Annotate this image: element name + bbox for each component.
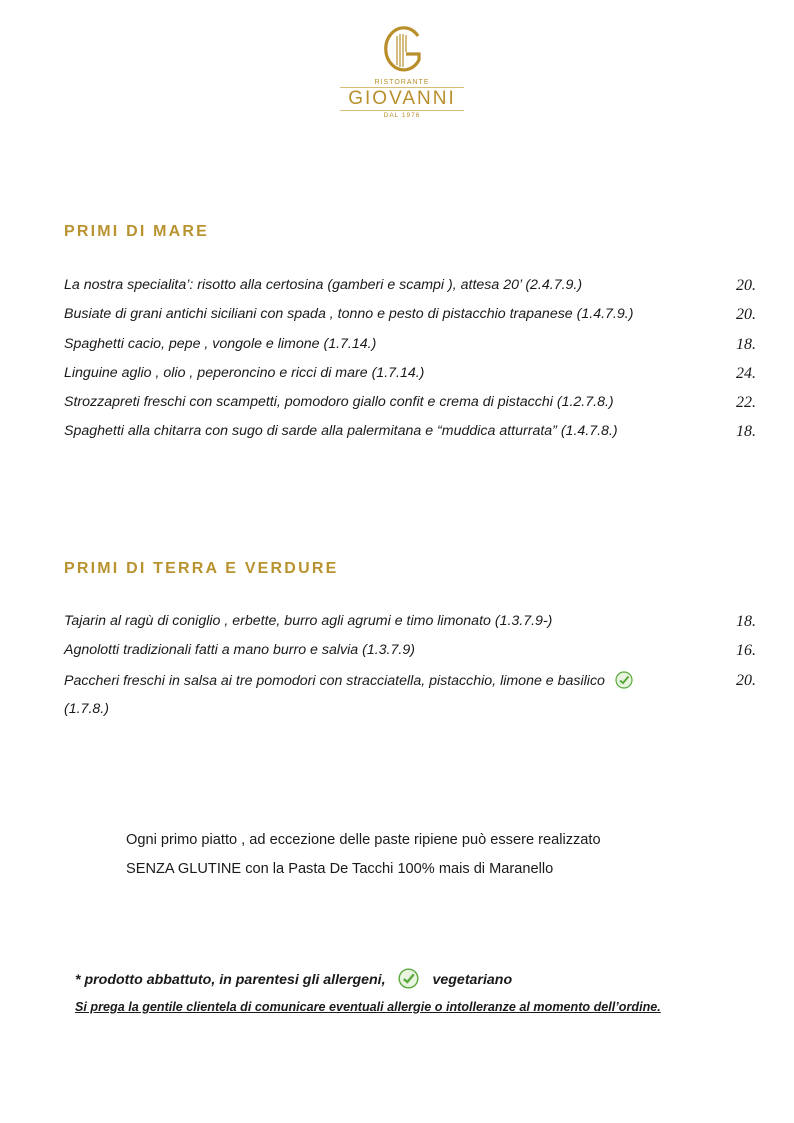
- dish-name-continued: (1.7.8.): [64, 700, 109, 717]
- dish-price: 18.: [736, 335, 756, 353]
- allergy-warning: Si prega la gentile clientela di comunicare eventuali allergie o intolleranze al momento dell’ordine.: [75, 1000, 661, 1014]
- dish-price: 20.: [736, 277, 756, 294]
- restaurant-logo: [337, 24, 467, 124]
- legend-vegetarian-label: vegetariano: [432, 972, 513, 988]
- menu-item: [64, 641, 756, 670]
- menu-item: [64, 335, 756, 364]
- section-title-primi-di-terra: PRIMI DI TERRA E VERDURE: [64, 560, 339, 577]
- menu-item: [64, 612, 756, 641]
- section-title-primi-di-mare: PRIMI DI MARE: [64, 223, 210, 240]
- dish-price: 22.: [736, 394, 756, 412]
- dish-price: 18.: [736, 613, 756, 630]
- menu-item: [64, 393, 756, 422]
- menu-item: [64, 305, 756, 334]
- dish-name: Spaghetti alla chitarra con sugo di sarde alla palermitana e “muddica atturrata” (1.4.7.8.): [64, 423, 618, 440]
- dish-name: [64, 671, 633, 690]
- dish-price: 20.: [736, 306, 756, 324]
- dish-name: Busiate di grani antichi siciliani con spada , tonno e pesto di pistacchio trapanese (1.4.7.9.): [64, 306, 634, 323]
- menu-item: [64, 671, 756, 729]
- footer-legend: [75, 968, 512, 989]
- menu-list-primi-di-mare: [64, 276, 756, 452]
- menu-list-primi-di-terra: [64, 612, 756, 729]
- menu-item: [64, 276, 756, 305]
- dish-name: Spaghetti cacio, pepe , vongole e limone (1.7.14.): [64, 335, 377, 352]
- dish-price: 16.: [736, 642, 756, 660]
- note-line-2: SENZA GLUTINE con la Pasta De Tacchi 100% mais di Maranello: [126, 861, 554, 877]
- logo-since: DAL 1976: [383, 112, 421, 119]
- legend-text: * prodotto abbattuto, in parentesi gli allergeni,: [75, 972, 386, 988]
- vegetarian-check-icon: [398, 968, 419, 989]
- dish-name: Linguine aglio , olio , peperoncino e ricci di mare (1.7.14.): [64, 364, 425, 381]
- dish-name: Agnolotti tradizionali fatti a mano burro e salvia (1.3.7.9): [64, 642, 415, 659]
- logo-name: GIOVANNI: [348, 88, 456, 109]
- vegetarian-check-icon: [615, 671, 633, 689]
- logo-subtitle: RISTORANTE: [374, 79, 430, 86]
- logo-monogram-icon: [380, 24, 424, 78]
- note-line-1: Ogni primo piatto , ad eccezione delle paste ripiene può essere realizzato: [126, 832, 601, 848]
- dish-name: Tajarin al ragù di coniglio , erbette, burro agli agrumi e timo limonato (1.3.7.9-): [64, 613, 553, 629]
- gluten-free-note: [126, 826, 601, 884]
- dish-name: Strozzapreti freschi con scampetti, pomodoro giallo confit e crema di pistacchi (1.2.7.8.): [64, 394, 614, 411]
- menu-item: [64, 364, 756, 393]
- dish-name: La nostra specialita’: risotto alla certosina (gamberi e scampi ), attesa 20’ (2.4.7.9.): [64, 277, 583, 293]
- menu-item: [64, 422, 756, 451]
- dish-price: 20.: [736, 671, 756, 689]
- dish-name-text: Paccheri freschi in salsa ai tre pomodori con stracciatella, pistacchio, limone e basilico: [64, 672, 605, 689]
- dish-price: 18.: [736, 423, 756, 441]
- logo-divider: [340, 110, 464, 111]
- dish-price: 24.: [736, 364, 756, 382]
